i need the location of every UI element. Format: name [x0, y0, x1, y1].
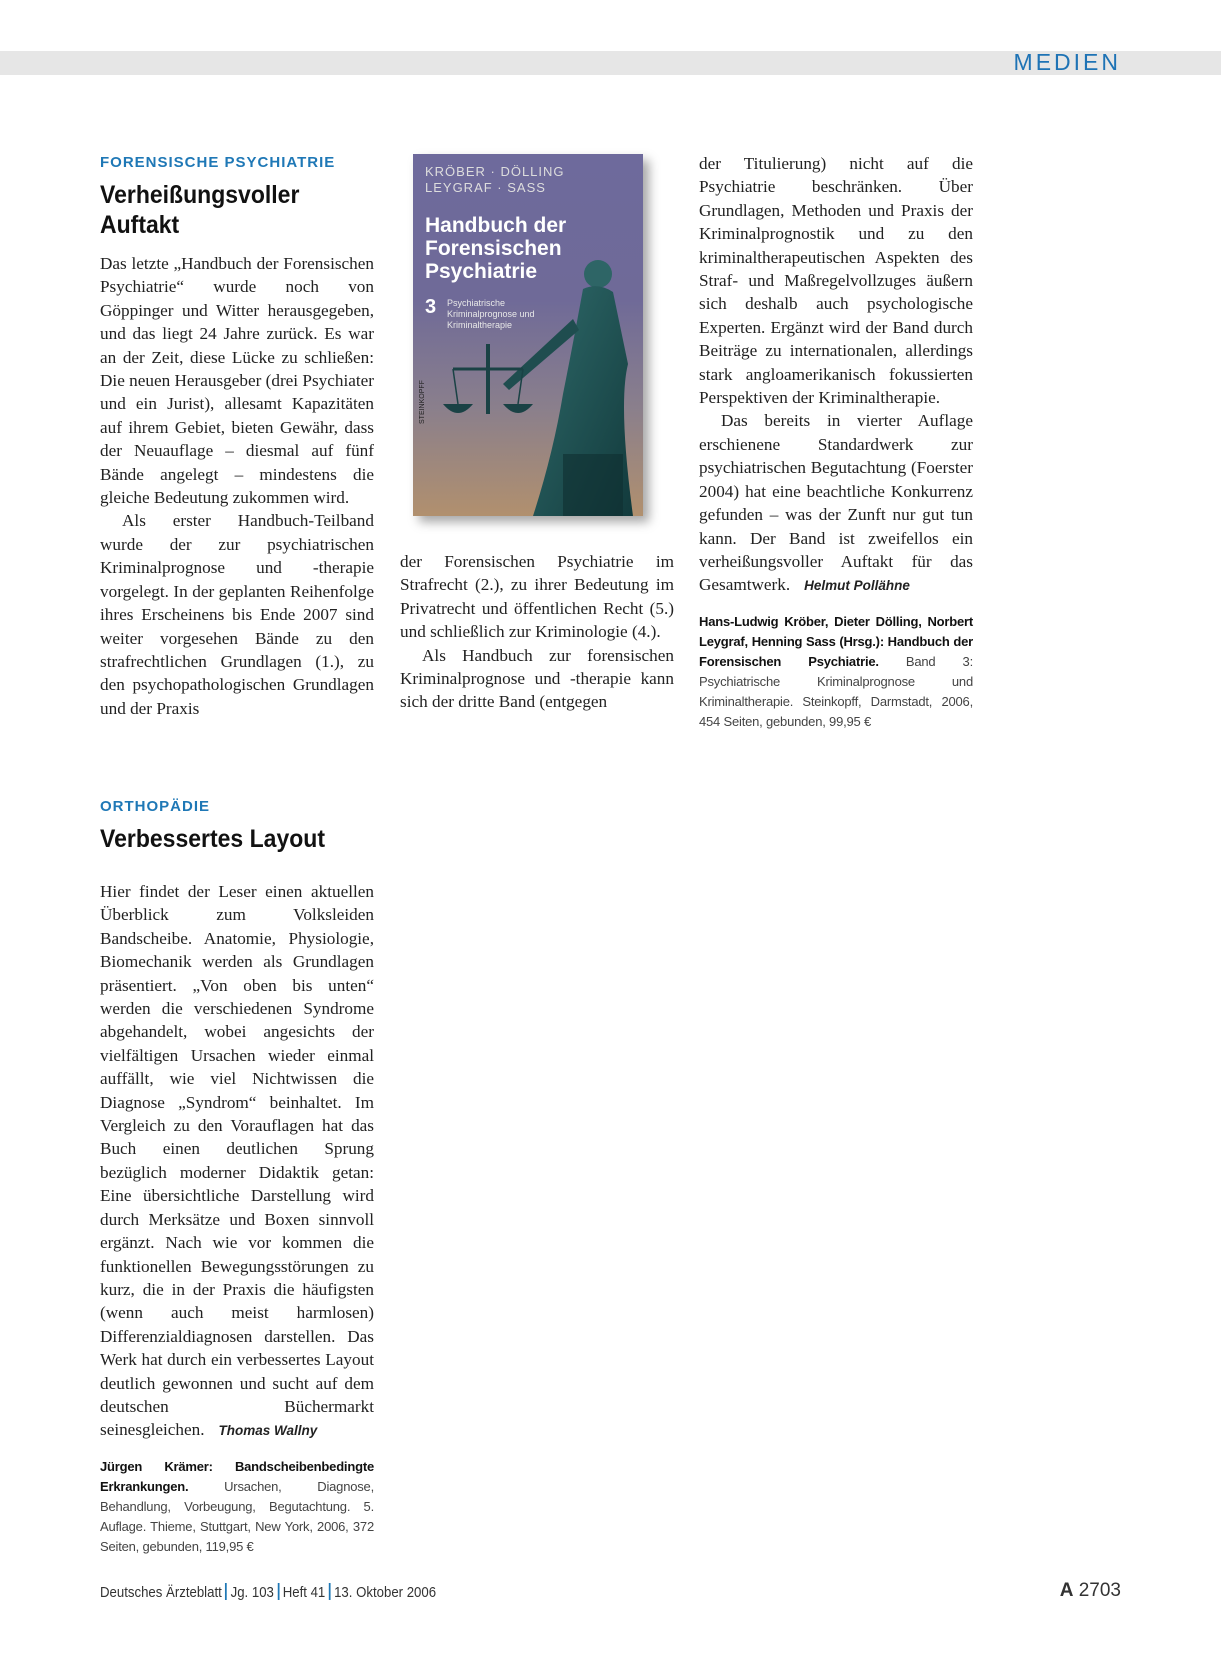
- cover-authors-line: LEYGRAF · SASS: [425, 180, 546, 195]
- section-label: MEDIEN: [1013, 49, 1121, 75]
- article1-paragraph: Als erster Handbuch-Teilband wurde der zur psychiatrischen Kriminalprognose und -therapie vorgelegt. In der geplanten Reihenfolge ihres Erscheinens bis Ende 2007 sind weiter vorgesehen Bände zu den strafrechtlichen Grundlagen (1.), zu den psychopathologischen Grundlagen und der Praxis: [100, 511, 374, 718]
- footer-separator: [329, 1583, 331, 1600]
- footer-volume: Jg. 103: [230, 1584, 274, 1601]
- article1-paragraph: der Titulierung) nicht auf die Psychiatrie beschränken. Über Grundlagen, Methoden und Praxis der Kriminalprognostik und zu den kriminaltherapeutischen Aspekten des Straf- und Maßregelvollzuges äußern sich deshalb auch psychologische Experten. Ergänzt wird der Band durch Beiträge zu internationalen, allerdings stark angloamerikanisch fokussierten Perspektiven der Kriminaltherapie.: [699, 154, 973, 408]
- cover-volume-subtitle: Psychiatrische Kriminalprognose und Kriminaltherapie: [447, 298, 535, 330]
- article1-biblio-title: Hans-Ludwig Kröber, Dieter Dölling, Norbert Leygraf, Henning Sass (Hrsg.): Handbuch der Forensischen Psychiatrie.: [699, 613, 973, 669]
- footer-citation: [100, 1583, 436, 1601]
- article2-paragraph-with-author: [100, 880, 374, 1443]
- article1-biblio-details: Band 3: Psychiatrische Kriminalprognose und Kriminaltherapie. Steinkopff, Darmstadt, 2006, 454 Seiten, gebunden, 99,95 €: [699, 653, 974, 729]
- justitia-statue-icon: [413, 154, 643, 516]
- article2-bibliography: [100, 1457, 374, 1557]
- page-prefix: A: [1059, 1580, 1074, 1601]
- article1-headline: Verheißungsvoller Auftakt: [100, 181, 300, 239]
- cover-authors: [425, 164, 635, 196]
- footer-separator: [225, 1583, 227, 1600]
- article1-bibliography: [699, 612, 973, 732]
- article2-author: Thomas Wallny: [218, 1423, 318, 1439]
- article2: [100, 798, 374, 1557]
- article1-paragraph-with-author: [699, 409, 973, 597]
- article1-paragraph: Das letzte „Handbuch der Forensischen Psychiatrie“ wurde noch von Göppinger und Witter herausgegeben, und das liegt 24 Jahre zurück. Es war an der Zeit, diese Lücke zu schließen: Die neuen Herausgeber (drei Psychiater und ein Jurist), allesamt Kapazitäten auf ihrem Gebiet, bieten Gewähr, dass der Neuauflage – diesmal auf fünf Bände angelegt – mindestens die gleiche Bedeutung zukommen wird.: [100, 254, 374, 508]
- cover-publisher: STEINKOPFF: [419, 380, 426, 424]
- article1-paragraph: Als Handbuch zur forensischen Kriminalprognose und -therapie kann sich der dritte Band (entgegen: [400, 645, 674, 712]
- article1-author: Helmut Pollähne: [804, 578, 910, 594]
- article1-kicker: FORENSISCHE PSYCHIATRIE: [100, 154, 336, 171]
- article1-paragraph: Das bereits in vierter Auflage erschienene Standardwerk zur psychiatrischen Begutachtung (Foerster 2004) hat eine beachtliche Konkurrenz gefunden – was der Zunft nur gut tun kann. Der Band ist zweifellos ein verheißungsvoller Auftakt für das Gesamtwerk.: [699, 411, 973, 595]
- cover-authors-line: KRÖBER · DÖLLING: [425, 164, 565, 179]
- footer-journal: Deutsches Ärzteblatt: [100, 1584, 222, 1601]
- article2-kicker: ORTHOPÄDIE: [100, 798, 211, 815]
- book-cover-image: [413, 154, 643, 516]
- cover-volume: 3: [425, 296, 437, 318]
- footer-separator: [277, 1583, 279, 1600]
- article2-headline: Verbessertes Layout: [100, 825, 326, 853]
- footer-issue: Heft 41: [282, 1584, 326, 1601]
- page-number: [1060, 1580, 1121, 1602]
- page-number-value: 2703: [1078, 1580, 1121, 1601]
- cover-title: Handbuch der Forensischen Psychiatrie: [425, 214, 567, 283]
- article2-biblio-details: Ursachen, Diagnose, Behandlung, Vorbeugung, Begutachtung. 5. Auflage. Thieme, Stuttgart, New York, 2006, 372 Seiten, gebunden, 119,95 €: [100, 1478, 374, 1554]
- article1-col3: [699, 152, 973, 732]
- article1-paragraph: der Forensischen Psychiatrie im Strafrecht (2.), zu ihrer Bedeutung im Privatrecht und öffentlichen Recht (5.) und schließlich zur Kriminologie (4.).: [400, 552, 674, 642]
- article1-col2: [400, 550, 674, 714]
- article1-col1: [100, 154, 374, 720]
- footer-date: 13. Oktober 2006: [334, 1584, 437, 1601]
- article2-biblio-title: Jürgen Krämer: Bandscheibenbedingte Erkrankungen.: [100, 1458, 374, 1494]
- article2-paragraph: Hier findet der Leser einen aktuellen Überblick zum Volksleiden Bandscheibe. Anatomie, Physiologie, Biomechanik werden als Grundlagen präsentiert. „Von oben bis unten“ werden die verschiedenen Syndrome abgehandelt, wobei angesichts der vielfältigen Ursachen wieder einmal auffällt, wie viel Nichtwissen die Diagnose „Syndrom“ beinhaltet. Im Vergleich zu den Vorauflagen hat das Buch einen deutlichen Sprung bezüglich moderner Didaktik getan: Eine übersichtliche Darstellung wird durch Merksätze und Boxen sinnvoll ergänzt. Nach wie vor kommen die funktionellen Bewegungsstörungen zu kurz, die in der Praxis die häufigsten (wenn auch meist harmlosen) Differenzialdiagnosen darstellen. Das Werk hat durch ein verbessertes Layout deutlich gewonnen und sucht auf dem deutschen Büchermarkt seinesgleichen.: [100, 882, 374, 1440]
